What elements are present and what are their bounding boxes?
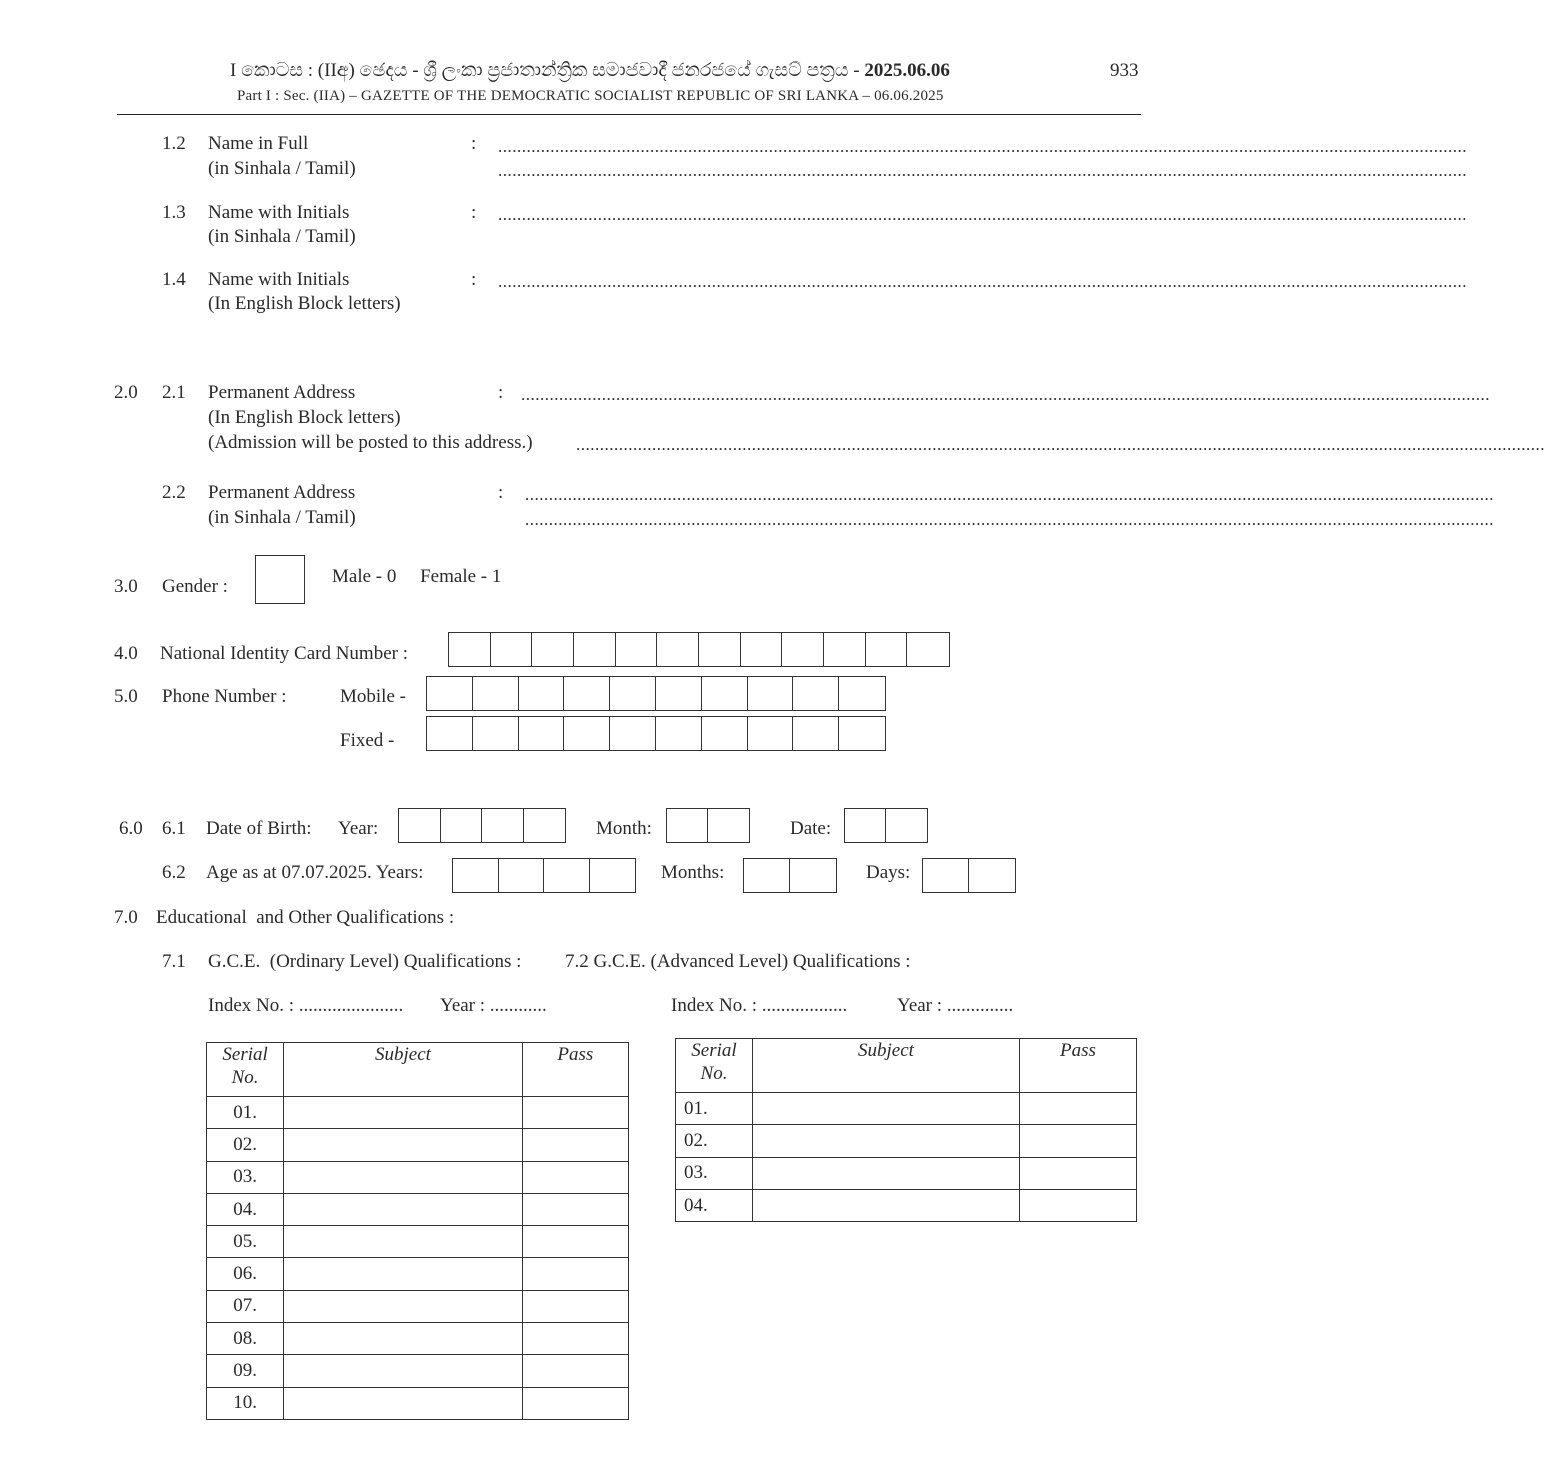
gazette-header-sinhala — [230, 60, 950, 82]
field-sublabel: (in Sinhala / Tamil) — [208, 226, 356, 247]
field-sublabel: (Admission will be posted to this address.) — [208, 432, 533, 453]
header-part-sinhala: I කොටස : (IIඅ) ඡෙදය - ශ්‍රී ලංකා ප්‍රජාතාන්ත්‍රික සමාජවාදී ජනරජයේ ගැසට් පත්‍රය - — [230, 60, 860, 81]
field-number: 7.1 — [162, 951, 186, 972]
page-number: 933 — [1110, 60, 1139, 81]
field-sublabel: (in Sinhala / Tamil) — [208, 507, 356, 528]
ol-row — [207, 1129, 629, 1161]
gazette-header-english: Part I : Sec. (IIA) – GAZETTE OF THE DEMOCRATIC SOCIALIST REPUBLIC OF SRI LANKA – 06.06.2025 — [237, 88, 944, 104]
al-serial-cell: 04. — [676, 1189, 753, 1221]
ol-serial-cell: 09. — [207, 1355, 284, 1387]
ol-row — [207, 1258, 629, 1290]
section-number: 4.0 — [114, 643, 138, 664]
al-pass-header: Pass — [1020, 1039, 1137, 1093]
ol-pass-header: Pass — [522, 1043, 628, 1097]
al-label: 7.2 G.C.E. (Advanced Level) Qualifications : — [565, 951, 911, 972]
ol-pass-cell[interactable] — [522, 1323, 628, 1355]
ol-pass-cell[interactable] — [522, 1129, 628, 1161]
age-months-label: Months: — [661, 862, 725, 883]
ol-subject-cell[interactable] — [284, 1387, 523, 1419]
ol-subject-cell[interactable] — [284, 1323, 523, 1355]
field-colon: : — [498, 482, 504, 503]
ol-pass-cell[interactable] — [522, 1193, 628, 1225]
ol-subject-cell[interactable] — [284, 1129, 523, 1161]
section-number: 5.0 — [114, 686, 138, 707]
gender-options: Male - 0 Female - 1 — [332, 566, 502, 587]
address-sinhala-line-2[interactable]: ............................................................................................................................................................................................................ — [525, 510, 1494, 529]
ol-row — [207, 1193, 629, 1225]
dob-year-boxes[interactable] — [398, 808, 566, 843]
ol-subject-cell[interactable] — [284, 1290, 523, 1322]
ol-subject-cell[interactable] — [284, 1097, 523, 1129]
al-subject-cell[interactable] — [753, 1189, 1020, 1221]
fixed-label: Fixed - — [340, 730, 395, 751]
nic-boxes[interactable] — [448, 632, 950, 667]
field-colon: : — [471, 269, 477, 290]
ol-serial-cell: 10. — [207, 1387, 284, 1419]
ol-serial-cell: 01. — [207, 1097, 284, 1129]
ol-subject-cell[interactable] — [284, 1226, 523, 1258]
al-subject-cell[interactable] — [753, 1125, 1020, 1157]
al-row — [676, 1093, 1137, 1125]
mobile-boxes[interactable] — [426, 676, 886, 711]
ol-table — [206, 1042, 629, 1420]
header-date: 2025.06.06 — [864, 60, 950, 81]
field-number: 2.2 — [162, 482, 186, 503]
al-row — [676, 1189, 1137, 1221]
al-pass-cell[interactable] — [1020, 1125, 1137, 1157]
dob-date-label: Date: — [790, 818, 832, 839]
ol-serial-cell: 07. — [207, 1290, 284, 1322]
full-name-line-2[interactable]: ............................................................................................................................................................................................................ — [498, 161, 1467, 180]
field-colon: : — [471, 133, 477, 154]
al-serial-cell: 02. — [676, 1125, 753, 1157]
al-index[interactable]: Index No. : .................. — [671, 995, 848, 1016]
ol-row — [207, 1323, 629, 1355]
al-subject-header: Subject — [753, 1039, 1020, 1093]
al-row — [676, 1125, 1137, 1157]
field-label: Name in Full — [208, 133, 309, 154]
field-number: 1.4 — [162, 269, 186, 290]
ol-row — [207, 1226, 629, 1258]
ol-label: G.C.E. (Ordinary Level) Qualifications : — [208, 951, 522, 972]
al-serial-cell: 01. — [676, 1093, 753, 1125]
ol-row — [207, 1387, 629, 1419]
al-serial-header: Serial No. — [676, 1039, 753, 1093]
dob-month-boxes[interactable] — [666, 808, 750, 843]
ol-pass-cell[interactable] — [522, 1355, 628, 1387]
section-number: 2.0 — [114, 382, 138, 403]
al-serial-cell: 03. — [676, 1157, 753, 1189]
ol-subject-header: Subject — [284, 1043, 523, 1097]
ol-row — [207, 1355, 629, 1387]
field-label: National Identity Card Number : — [160, 643, 408, 664]
dob-year-label: Year: — [338, 818, 379, 839]
field-label: Name with Initials — [208, 269, 350, 290]
section-number: 3.0 — [114, 576, 138, 597]
ol-row — [207, 1290, 629, 1322]
ol-pass-cell[interactable] — [522, 1226, 628, 1258]
age-months-boxes[interactable] — [743, 858, 837, 893]
field-label: Permanent Address — [208, 382, 356, 403]
ol-serial-cell: 03. — [207, 1161, 284, 1193]
field-sublabel: (In English Block letters) — [208, 293, 401, 314]
age-days-boxes[interactable] — [922, 858, 1016, 893]
field-label: Age as at 07.07.2025. Years: — [206, 862, 424, 883]
ol-serial-cell: 08. — [207, 1323, 284, 1355]
initials-english-line[interactable]: ............................................................................................................................................................................................................ — [498, 272, 1467, 291]
field-number: 6.1 — [162, 818, 186, 839]
address-english-line-2[interactable]: ............................................................................................................................................................................................................ — [576, 435, 1545, 454]
ol-index[interactable]: Index No. : ...................... — [208, 995, 404, 1016]
age-days-label: Days: — [866, 862, 911, 883]
al-year[interactable]: Year : .............. — [897, 995, 1014, 1016]
section-number: 6.0 — [119, 818, 143, 839]
ol-serial-cell: 04. — [207, 1193, 284, 1225]
mobile-label: Mobile - — [340, 686, 406, 707]
gender-box[interactable] — [255, 555, 305, 604]
full-name-line-1[interactable]: ............................................................................................................................................................................................................ — [498, 137, 1467, 156]
dob-month-label: Month: — [596, 818, 652, 839]
initials-sinhala-line[interactable]: ............................................................................................................................................................................................................ — [498, 205, 1467, 224]
ol-pass-cell[interactable] — [522, 1097, 628, 1129]
field-number: 1.3 — [162, 202, 186, 223]
field-label: Educational and Other Qualifications : — [156, 907, 455, 928]
address-english-line-1[interactable]: ............................................................................................................................................................................................................ — [521, 385, 1490, 404]
ol-serial-cell: 05. — [207, 1226, 284, 1258]
field-label: Name with Initials — [208, 202, 350, 223]
ol-subject-cell[interactable] — [284, 1161, 523, 1193]
al-table — [675, 1038, 1137, 1222]
al-pass-cell[interactable] — [1020, 1157, 1137, 1189]
al-subject-cell[interactable] — [753, 1157, 1020, 1189]
field-sublabel: (In English Block letters) — [208, 407, 401, 428]
address-sinhala-line-1[interactable]: ............................................................................................................................................................................................................ — [525, 485, 1494, 504]
field-number: 1.2 — [162, 133, 186, 154]
field-colon: : — [471, 202, 477, 223]
ol-pass-cell[interactable] — [522, 1258, 628, 1290]
field-sublabel: (in Sinhala / Tamil) — [208, 158, 356, 179]
ol-year[interactable]: Year : ............ — [440, 995, 547, 1016]
header-divider — [117, 114, 1141, 115]
dob-date-boxes[interactable] — [844, 808, 928, 843]
ol-pass-cell[interactable] — [522, 1387, 628, 1419]
al-row — [676, 1157, 1137, 1189]
ol-subject-cell[interactable] — [284, 1193, 523, 1225]
ol-pass-cell[interactable] — [522, 1161, 628, 1193]
field-colon: : — [498, 382, 504, 403]
ol-pass-cell[interactable] — [522, 1290, 628, 1322]
field-label: Date of Birth: — [206, 818, 312, 839]
al-subject-cell[interactable] — [753, 1093, 1020, 1125]
field-number: 2.1 — [162, 382, 186, 403]
section-number: 7.0 — [114, 907, 138, 928]
al-pass-cell[interactable] — [1020, 1189, 1137, 1221]
ol-serial-header: Serial No. — [207, 1043, 284, 1097]
ol-subject-cell[interactable] — [284, 1355, 523, 1387]
field-label: Gender : — [162, 576, 228, 597]
ol-serial-cell: 02. — [207, 1129, 284, 1161]
field-label: Phone Number : — [162, 686, 287, 707]
al-pass-cell[interactable] — [1020, 1093, 1137, 1125]
field-number: 6.2 — [162, 862, 186, 883]
age-years-boxes[interactable] — [452, 858, 636, 893]
ol-serial-cell: 06. — [207, 1258, 284, 1290]
fixed-boxes[interactable] — [426, 716, 886, 751]
ol-row — [207, 1161, 629, 1193]
ol-subject-cell[interactable] — [284, 1258, 523, 1290]
field-label: Permanent Address — [208, 482, 356, 503]
ol-row — [207, 1097, 629, 1129]
